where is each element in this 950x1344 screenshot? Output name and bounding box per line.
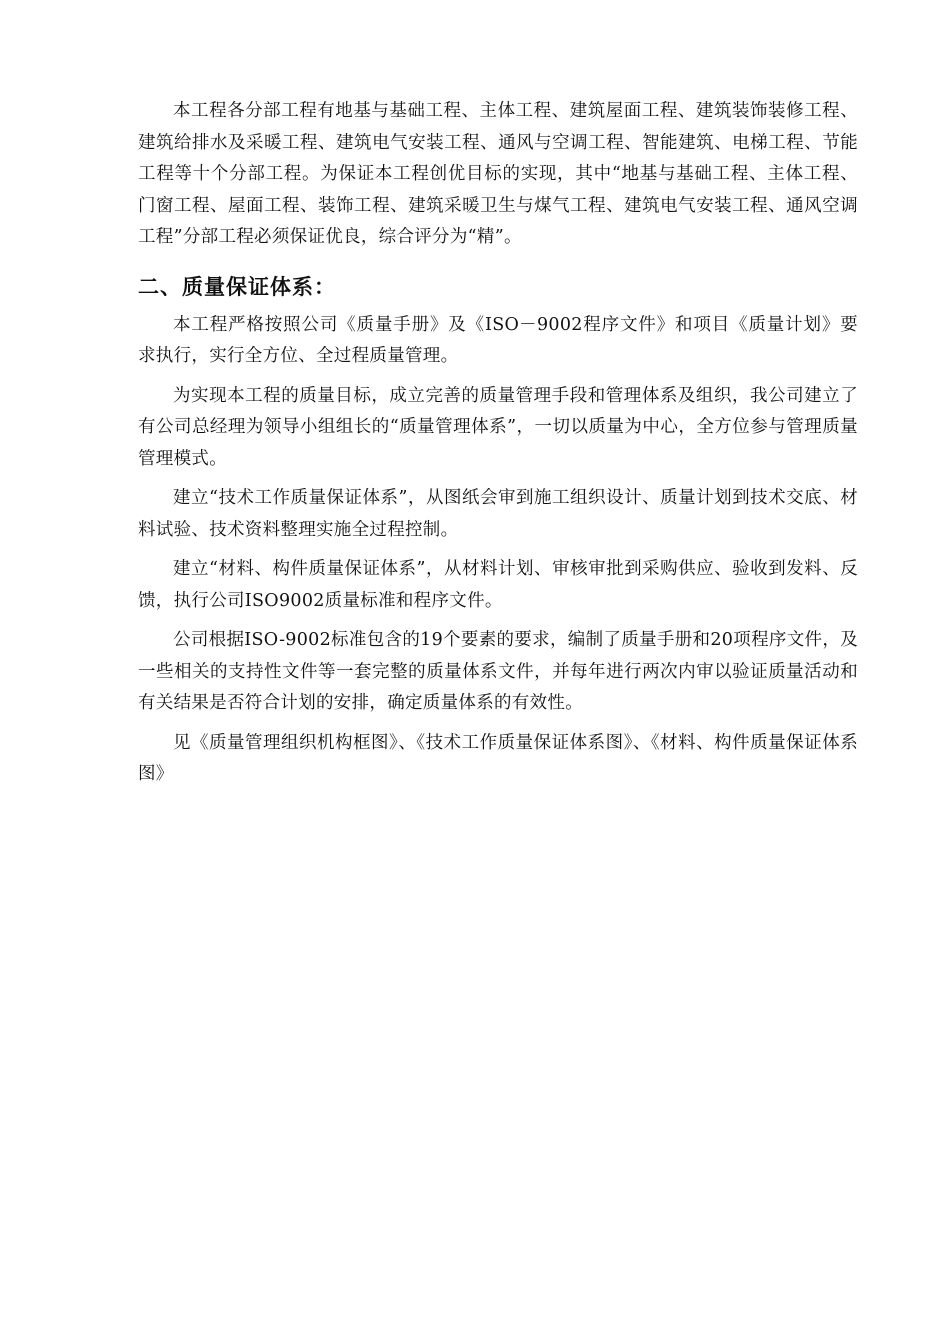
- paragraph-materials-system: 建立“材料、构件质量保证体系”，从材料计划、审核审批到采购供应、验收到发料、反馈，执行公司ISO9002质量标准和程序文件。: [138, 559, 858, 611]
- paragraph-iso-elements: 公司根据ISO-9002标准包含的19个要素的要求，编制了质量手册和20项程序文件，及一些相关的支持性文件等一套完整的质量体系文件，并每年进行两次内审以验证质量活动和有关结果是否符合计划的安排，确定质量体系的有效性。: [138, 630, 858, 713]
- document-page: [138, 96, 858, 799]
- intro-paragraph: 本工程各分部工程有地基与基础工程、主体工程、建筑屋面工程、建筑装饰装修工程、建筑给排水及采暖工程、建筑电气安装工程、通风与空调工程、智能建筑、电梯工程、节能工程等十个分部工程。为保证本工程创优目标的实现，其中“地基与基础工程、主体工程、门窗工程、屋面工程、装饰工程、建筑采暖卫生与煤气工程、建筑电气安装工程、通风空调工程”分部工程必须保证优良，综合评分为“精”。: [138, 101, 858, 247]
- paragraph-technical-system: 建立“技术工作质量保证体系”，从图纸会审到施工组织设计、质量计划到技术交底、材料试验、技术资料整理实施全过程控制。: [138, 488, 858, 540]
- paragraph-see-diagrams: 见《质量管理组织机构框图》、《技术工作质量保证体系图》、《材料、构件质量保证体系图》: [138, 732, 858, 784]
- paragraph-quality-manual: 本工程严格按照公司《质量手册》及《ISO－9002程序文件》和项目《质量计划》要求执行，实行全方位、全过程质量管理。: [138, 314, 858, 366]
- section-heading: 二、质量保证体系：: [138, 274, 336, 299]
- paragraph-quality-system: 为实现本工程的质量目标，成立完善的质量管理手段和管理体系及组织，我公司建立了有公司总经理为领导小组组长的“质量管理体系”，一切以质量为中心，全方位参与管理质量管理模式。: [138, 385, 858, 469]
